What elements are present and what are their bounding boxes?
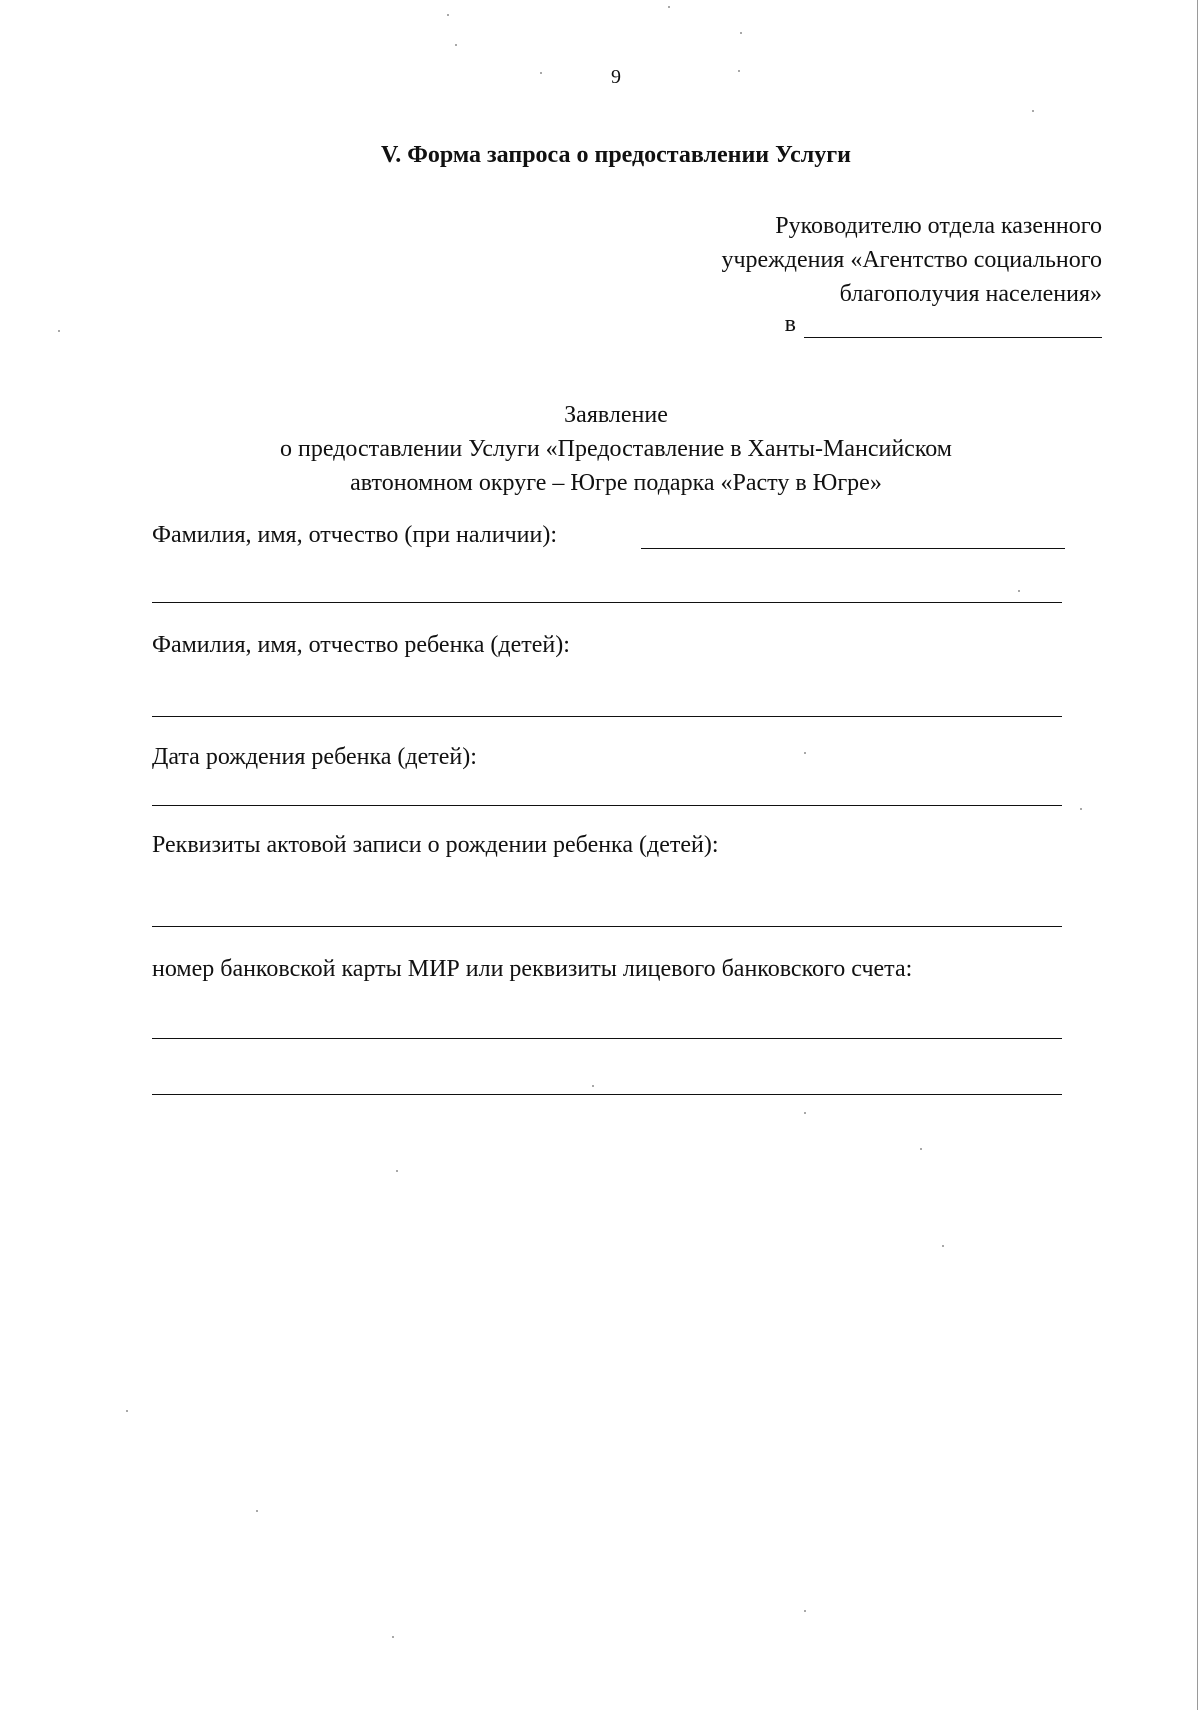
addressee-line: учреждения «Агентство социального (721, 247, 1102, 273)
section-title: V. Форма запроса о предоставлении Услуги (381, 142, 851, 168)
scan-speck (256, 1510, 258, 1512)
scan-speck (804, 752, 806, 754)
scan-speck (804, 1112, 806, 1114)
scan-speck (942, 1245, 944, 1247)
birth-record-field[interactable] (152, 926, 1062, 927)
scan-speck (668, 6, 670, 8)
scan-edge (1197, 0, 1198, 1710)
scan-speck (1080, 808, 1082, 810)
bank-details-field[interactable] (152, 1038, 1062, 1039)
scan-speck (592, 1085, 594, 1087)
scan-speck (740, 32, 742, 34)
addressee-location-label: в (784, 311, 796, 337)
scan-speck (392, 1636, 394, 1638)
scan-speck (1032, 110, 1034, 112)
child-name-label: Фамилия, имя, отчество ребенка (детей): (152, 632, 570, 658)
applicant-name-label: Фамилия, имя, отчество (при наличии): (152, 522, 557, 548)
scan-speck (126, 1410, 128, 1412)
scan-speck (920, 1148, 922, 1150)
bank-details-label: номер банковской карты МИР или реквизиты лицевого банковского счета: (152, 956, 913, 982)
child-birth-date-label: Дата рождения ребенка (детей): (152, 744, 477, 770)
scan-speck (447, 14, 449, 16)
applicant-name-field-continued[interactable] (152, 602, 1062, 603)
addressee-line: Руководителю отдела казенного (775, 213, 1102, 239)
child-name-field[interactable] (152, 716, 1062, 717)
statement-subtitle-line: автономном округе – Югре подарка «Расту в Югре» (350, 470, 882, 496)
scan-speck (804, 1610, 806, 1612)
scan-speck (455, 44, 457, 46)
scan-speck (58, 330, 60, 332)
statement-title: Заявление (564, 402, 668, 428)
statement-subtitle-line: о предоставлении Услуги «Предоставление в Ханты-Мансийском (280, 436, 952, 462)
scan-speck (396, 1170, 398, 1172)
addressee-location-row (785, 311, 1102, 338)
addressee-line: благополучия населения» (839, 281, 1102, 307)
bank-details-field-continued[interactable] (152, 1094, 1062, 1095)
scan-speck (1018, 590, 1020, 592)
applicant-name-field[interactable] (641, 548, 1065, 549)
addressee-block (721, 209, 1102, 311)
statement-heading (0, 398, 1200, 500)
child-birth-date-field[interactable] (152, 805, 1062, 806)
birth-record-label: Реквизиты актовой записи о рождении ребенка (детей): (152, 832, 719, 858)
addressee-location-field[interactable] (804, 313, 1102, 338)
page-number: 9 (611, 66, 621, 88)
